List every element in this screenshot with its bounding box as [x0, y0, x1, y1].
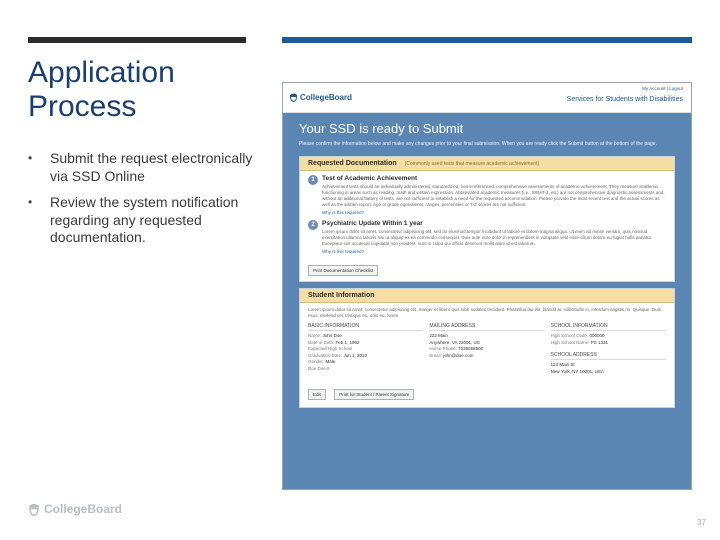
header-title: Services for Students with Disabilities — [566, 96, 683, 103]
doc-item-text: Achievement tests should be individually administered, standardized, norm-referenced, comprehensive assessments of academic achievement. They measure academic functioning in areas such as reading, math and written expression. Abbreviated academic measures (i.e., WRAT-4, etc) are not comprehensive diagnostic assessments and, without an additional battery of tests, are not sufficient to establish a need for the requested accommodation. Please provide the most recent test and the actual scores as well as the written report. Age or grade equivalents, ranges, percentiles or T/Z scores are not sufficient. — [322, 184, 665, 207]
info-row: High School Code: 000000 — [550, 333, 605, 338]
slide-title: Application Process — [28, 56, 175, 123]
acorn-icon — [28, 502, 40, 516]
step-number: 1 — [308, 175, 318, 185]
ssd-screenshot — [282, 82, 692, 490]
panel-body — [300, 171, 674, 281]
school-column — [551, 323, 666, 375]
bullet-dot-icon: • — [28, 151, 33, 165]
basic-info-column — [308, 323, 423, 375]
info-row: Gender: Male — [308, 359, 336, 364]
info-row: Doe Doe #: — [308, 365, 331, 371]
logo-text: CollegeBoard — [300, 92, 353, 102]
print-checklist-button[interactable]: Print Documentation Checklist — [308, 265, 378, 276]
info-row: Anywhere, VA 22001, US — [429, 339, 480, 345]
student-info-columns — [308, 323, 666, 375]
bullet-text: Submit the request electronically via SSD Online — [50, 150, 253, 184]
panel-subheading: (Commonly used tests that measure academic achievement) — [404, 160, 540, 167]
info-row: Home Phone: 7035558500 — [429, 346, 484, 351]
page-number: 37 — [697, 518, 706, 527]
student-info-actions — [300, 379, 674, 407]
edit-button[interactable]: Edit — [308, 389, 326, 400]
bullet-dot-icon: • — [28, 195, 33, 209]
student-info-intro: Lorem ipsum dolor sit amet, consectetur adipiscing elit. Integer et libero quis nibh sodales tincidunt. Phasellus dui elit, blandit ac sollicitudin in, interdum sagittis mi. Quisque. Duis risus, eleifend vel, tristique eu, odio eu, lorem. — [308, 307, 661, 318]
doc-item-title: Test of Academic Achievement — [322, 175, 418, 182]
column-heading: SCHOOL ADDRESS — [551, 352, 666, 360]
why-required-link[interactable]: Why is this required? — [322, 249, 365, 254]
panel-header — [300, 289, 674, 303]
banner-title: Your SSD is ready to Submit — [299, 121, 464, 136]
panel-header — [300, 157, 674, 171]
bullet-list — [28, 150, 263, 256]
content-area — [283, 113, 691, 490]
print-signature-button[interactable]: Print for Student / Parent Signature — [334, 389, 414, 400]
panel-heading: Student Information — [308, 292, 375, 299]
title-rule-dark — [28, 37, 246, 43]
column-heading: SCHOOL INFORMATION — [551, 323, 666, 331]
title-rule-blue — [282, 37, 692, 43]
step-number: 2 — [308, 220, 318, 230]
info-row: Graduation Date: Jun 1, 2010 — [308, 352, 368, 358]
panel-heading: Requested Documentation — [308, 160, 397, 167]
column-heading: MAILING ADDRESS — [429, 323, 544, 331]
info-row: Name: John Doe — [308, 333, 342, 338]
why-required-link[interactable]: Why is this required? — [322, 210, 365, 215]
acorn-icon — [289, 92, 298, 102]
info-row: Expected High School — [308, 346, 353, 351]
bullet-text: Review the system notification regarding any requested documentation. — [50, 194, 239, 245]
footer-logo-text: CollegeBoard — [44, 502, 123, 516]
banner-text: Please confirm the information below and make any changes prior to your final submission. When you are ready click the Submit button at the bottom of the page. — [299, 141, 657, 147]
mailing-address-column — [429, 323, 544, 375]
panel-body — [300, 303, 674, 379]
doc-item-text: Lorem ipsum dolor sit amet, consectetur adipisicing elit, sed do eiusmod tempor incididunt ut labore et dolore magna aliqua. Ut enim ad minim veniam, quis nostrud exercitation ullamco laboris nisi ut aliquip ex ea commodo consequat. Duis aute irure dolor in reprehenderit in voluptate velit esse cillum dolore eu fugiat nulla pariatur. Excepteur sint occaecat cupidatat non proident, sunt in culpa qui officia deserunt mollit anim id est laborum. — [322, 229, 653, 246]
column-heading: BASIC INFORMATION — [308, 323, 423, 331]
info-row: 222 Main — [429, 333, 448, 338]
info-row: Date of Birth: Feb 1, 1992 — [308, 339, 360, 345]
info-row: High School Name: PS 1331 — [550, 339, 608, 345]
screenshot-header — [283, 83, 691, 113]
doc-item — [308, 175, 666, 215]
bullet-item — [28, 194, 263, 247]
doc-item-title: Psychiatric Update Within 1 year — [322, 220, 423, 227]
bullet-item — [28, 150, 263, 185]
student-information-panel — [299, 288, 675, 408]
account-links[interactable]: My Account | Logout — [642, 86, 683, 91]
footer-collegeboard-logo — [28, 502, 122, 516]
info-row: New York, NY 10001, USA — [550, 368, 604, 374]
info-row: 124 Main St — [550, 362, 575, 367]
info-row: Email: john@doe.com — [429, 352, 474, 358]
doc-item — [308, 220, 666, 254]
requested-documentation-panel — [299, 156, 675, 282]
collegeboard-logo — [289, 92, 352, 102]
